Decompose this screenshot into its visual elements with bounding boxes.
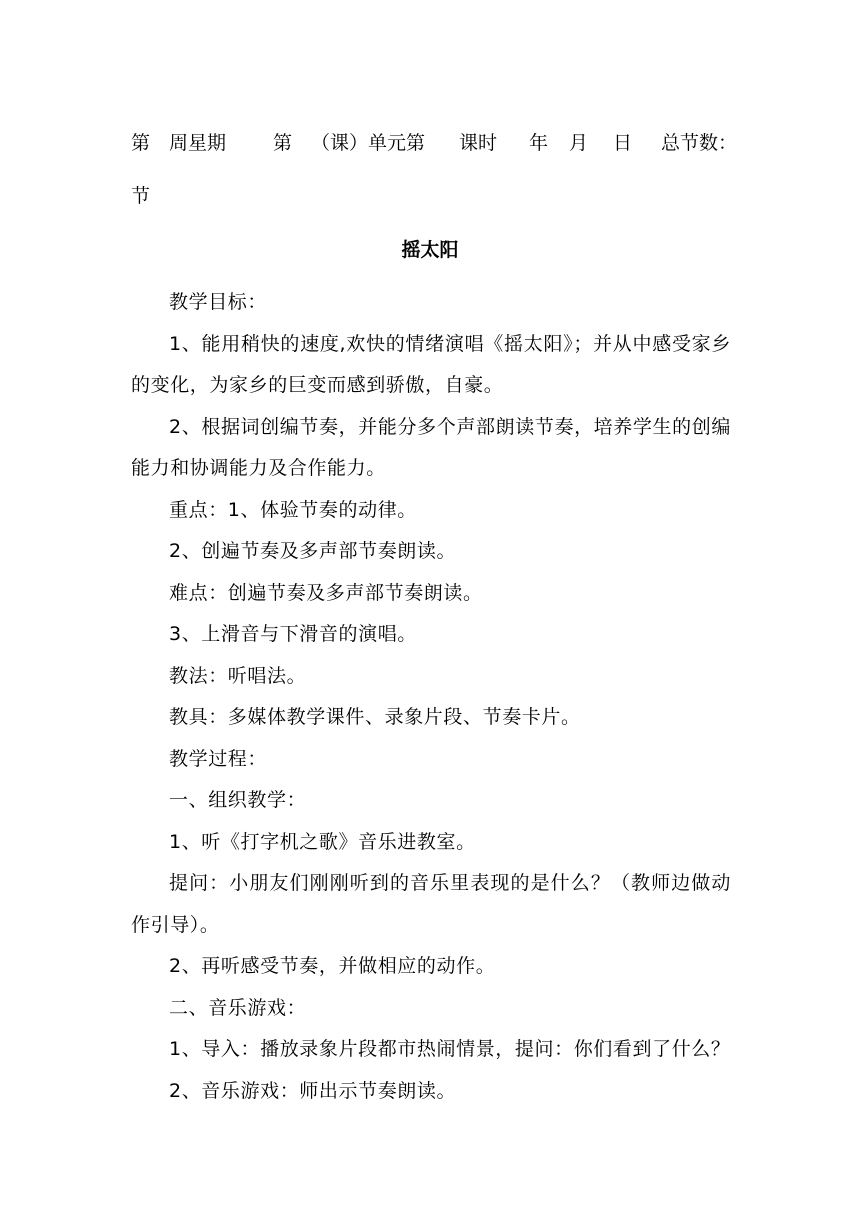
paragraph: 1、导入：播放录象片段都市热闹情景，提问：你们看到了什么？ xyxy=(169,1038,731,1060)
paragraph: 2、再听感受节奏，并做相应的动作。 xyxy=(169,955,496,977)
header-total: 总节数： xyxy=(661,132,738,154)
document-body xyxy=(131,282,731,1112)
paragraph: 难点：创遍节奏及多声部节奏朗读。 xyxy=(169,581,483,604)
paragraph: 教具：多媒体教学课件、录象片段、节奏卡片。 xyxy=(169,706,581,728)
header-total-unit: 节 xyxy=(131,185,151,207)
paragraph: 2、根据词创编节奏，并能分多个声部朗读节奏，培养学生的创编能力和协调能力及合作能力。 xyxy=(131,415,731,479)
paragraph: 教法：听唱法。 xyxy=(169,664,307,687)
paragraph: 3、上滑音与下滑音的演唱。 xyxy=(169,623,417,645)
header-weekday: 周星期 xyxy=(169,132,227,154)
header-week: 第 xyxy=(131,132,151,154)
paragraph: 2、音乐游戏：师出示节奏朗读。 xyxy=(169,1079,457,1102)
header-period: 课时 xyxy=(459,132,498,154)
header-year: 年 xyxy=(529,132,549,154)
paragraph: 1、听《打字机之歌》音乐进教室。 xyxy=(169,830,476,853)
paragraph: 教学目标： xyxy=(169,291,268,313)
paragraph: 提问：小朋友们刚刚听到的音乐里表现的是什么？（教师边做动作引导）。 xyxy=(131,872,731,936)
paragraph: 1、能用稍快的速度,欢快的情绪演唱《摇太阳》；并从中感受家乡的变化，为家乡的巨变而感到骄傲，自豪。 xyxy=(131,332,731,396)
header-month: 月 xyxy=(569,132,589,154)
paragraph: 教学过程： xyxy=(169,747,268,770)
lesson-header xyxy=(131,128,738,158)
document-title: 摇太阳 xyxy=(401,239,459,261)
paragraph: 一、组织教学： xyxy=(169,789,307,811)
paragraph: 重点：1、体验节奏的动律。 xyxy=(169,498,417,521)
paragraph: 二、音乐游戏： xyxy=(169,996,307,1019)
header-unit: （课）单元第 xyxy=(311,132,426,154)
header-unit-prefix: 第 xyxy=(273,132,293,154)
header-day: 日 xyxy=(613,132,633,154)
paragraph: 2、创遍节奏及多声部节奏朗读。 xyxy=(169,540,457,562)
